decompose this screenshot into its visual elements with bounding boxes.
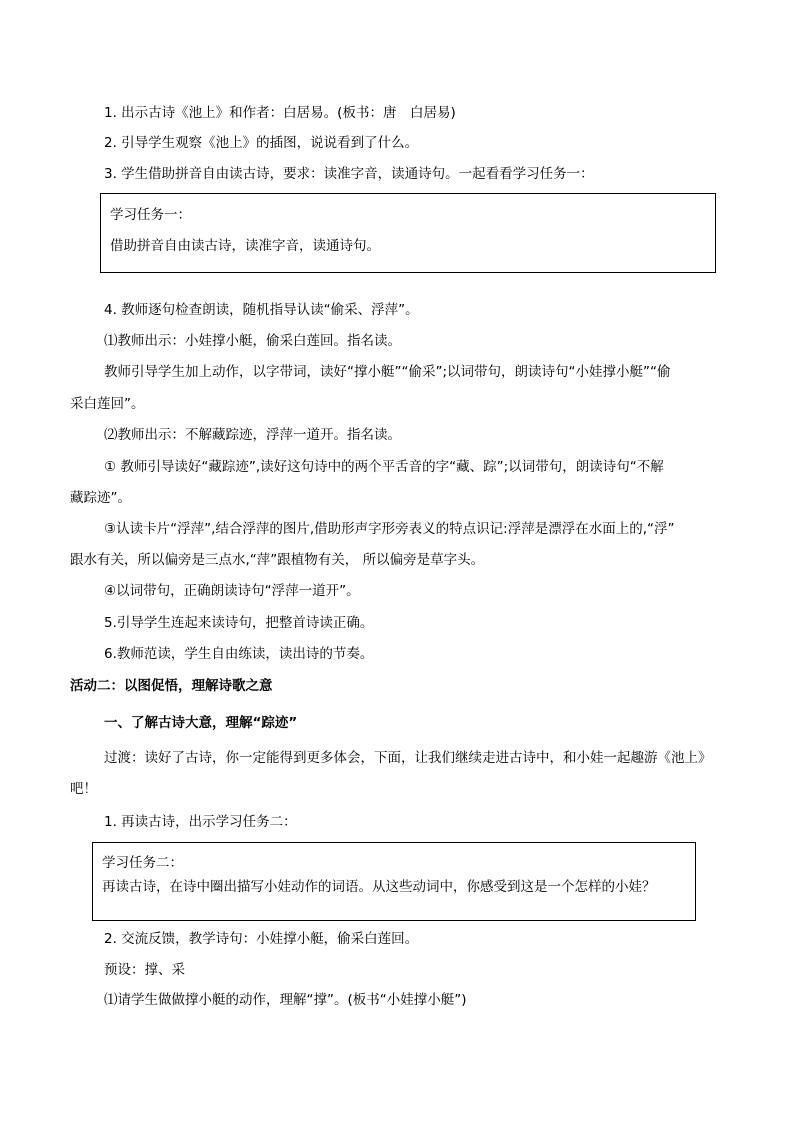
step-4-sub-1-guide-line-2: 采白莲回”。 — [70, 396, 145, 412]
step-4-text: 4. 教师逐句检查朗读，随机指导认读“偷采、浮萍”。 — [104, 302, 419, 318]
task-2-title: 学习任务二： — [102, 855, 183, 871]
learning-task-box-1 — [100, 193, 716, 273]
step-4-sub-2-guide-line-2: 藏踪迹”。 — [70, 490, 131, 506]
task-1-title: 学习任务一： — [110, 207, 191, 223]
subsection-1-heading: 一、了解古诗大意，理解“踪迹” — [104, 715, 298, 731]
feedback-step-2: 2. 交流反馈，教学诗句：小娃撑小艇，偷采白莲回。 — [104, 931, 419, 947]
activity-2-heading: 活动二：以图促悟，理解诗歌之意 — [70, 678, 273, 694]
step-5-text: 5.引导学生连起来读诗句，把整首诗读正确。 — [104, 615, 374, 631]
task-2-body: 再读古诗，在诗中圈出描写小娃动作的词语。从这些动词中，你感受到这是一个怎样的小娃？ — [102, 879, 656, 895]
reread-step-1: 1. 再读古诗，出示学习任务二： — [104, 814, 297, 830]
step-6-text: 6.教师范读，学生自由练读，读出诗的节奏。 — [104, 646, 374, 662]
step-4-sub-3-line-2: 跟水有关，所以偏旁是三点水,“萍”跟植物有关， 所以偏旁是草字头。 — [70, 552, 485, 568]
step-4-sub-1-guide-line-1: 教师引导学生加上动作，以字带词，读好“撑小艇”“偷采”;以词带句，朗读诗句“小娃撑小艇”“偷 — [104, 364, 671, 380]
feedback-sub-1: ⑴请学生做做撑小艇的动作，理解“撑”。(板书“小娃撑小艇”) — [104, 992, 467, 1008]
step-3-text: 3. 学生借助拼音自由读古诗，要求：读准字音，读通诗句。一起看看学习任务一： — [104, 166, 594, 182]
task-1-body: 借助拼音自由读古诗，读准字音，读通诗句。 — [110, 238, 380, 254]
step-4-sub-1: ⑴教师出示：小娃撑小艇，偷采白莲回。指名读。 — [104, 333, 401, 349]
learning-task-box-2 — [92, 842, 696, 921]
step-1-text: 1. 出示古诗《池上》和作者：白居易。(板书：唐 白居易) — [104, 105, 456, 121]
preset-text: 预设：撑、采 — [104, 962, 185, 978]
step-2-text: 2. 引导学生观察《池上》的插图，说说看到了什么。 — [104, 135, 419, 151]
transition-line-1: 过渡：读好了古诗，你一定能得到更多体会，下面，让我们继续走进古诗中，和小娃一起趣游《池上》 — [104, 750, 712, 766]
transition-line-2: 吧！ — [70, 781, 97, 797]
step-4-sub-3-line-1: ③认读卡片“浮萍”,结合浮萍的图片,借助形声字形旁表义的特点识记:浮萍是漂浮在水面上的,“浮” — [104, 521, 675, 537]
step-4-sub-2-guide-line-1: ① 教师引导读好“藏踪迹”,读好这句诗中的两个平舌音的字“藏、踪”;以词带句，朗读诗句“不解 — [104, 459, 664, 475]
step-4-sub-2: ⑵教师出示：不解藏踪迹，浮萍一道开。指名读。 — [104, 427, 401, 443]
step-4-sub-4: ④以词带句，正确朗读诗句“浮萍一道开”。 — [104, 583, 360, 599]
